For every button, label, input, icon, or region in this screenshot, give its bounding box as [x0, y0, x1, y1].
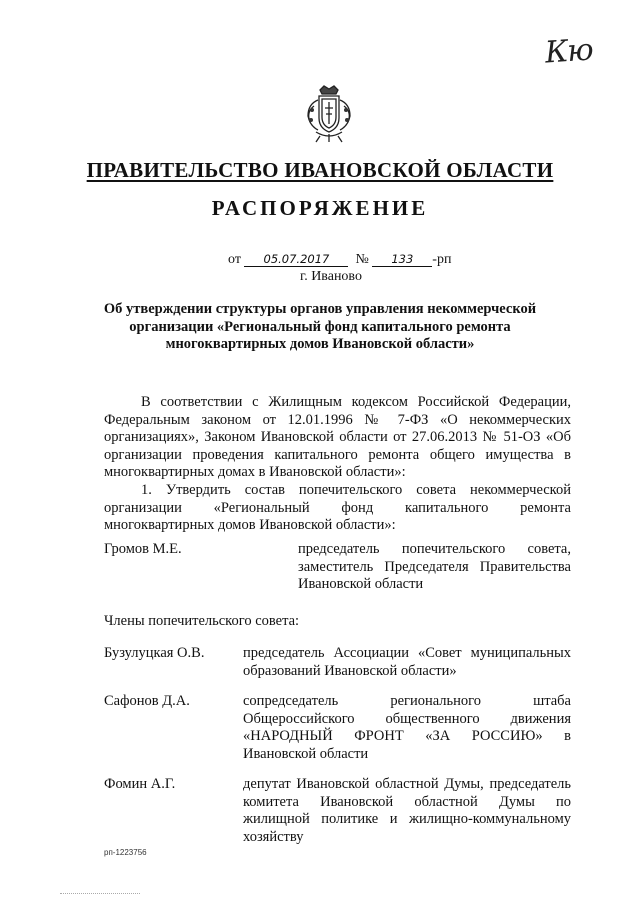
number-sign: № — [355, 252, 369, 267]
date-prefix: от — [228, 252, 241, 267]
coat-of-arms-icon — [302, 84, 356, 144]
chairman-role: председатель попечительского совета, заместитель Председателя Правительства Ивановской области — [298, 541, 571, 593]
members-label: Члены попечительского совета: — [104, 613, 300, 629]
city: г. Иваново — [300, 269, 362, 284]
member-name: Бузулуцкая О.В. — [104, 645, 205, 661]
chairman-name: Громов М.Е. — [104, 541, 182, 557]
government-title: ПРАВИТЕЛЬСТВО ИВАНОВСКОЙ ОБЛАСТИ — [86, 158, 554, 182]
document-heading: Об утверждении структуры органов управления некоммерческой организации «Региональный фонд капитального ремонта многоквартирных домов Ивановской области» — [103, 301, 537, 352]
member-name: Сафонов Д.А. — [104, 693, 190, 709]
member-role: председатель Ассоциации «Совет муниципальных образований Ивановской области» — [243, 645, 571, 679]
document-date: 05.07.2017 — [244, 252, 348, 267]
handwritten-note: Кю — [543, 32, 594, 71]
number-suffix: -рп — [432, 252, 452, 267]
document-type: РАСПОРЯЖЕНИЕ — [211, 196, 429, 220]
member-role: депутат Ивановской областной Думы, председатель комитета Ивановской областной Думы по жилищной политике и жилищно-коммунальному хозяйству — [243, 776, 571, 845]
document-code: рп-1223756 — [104, 848, 147, 857]
divider — [60, 893, 140, 894]
intro-paragraph: В соответствии с Жилищным кодексом Российской Федерации, Федеральным законом от 12.01.1996 № 7-ФЗ «О некоммерческих организациях», Законом Ивановской области от 27.06.2013 № 51-ОЗ «Об организации проведения капитального ремонта общего имущества в многоквартирных домах в Ивановской области»: — [104, 394, 571, 481]
member-name: Фомин А.Г. — [104, 776, 176, 792]
document-number: 133 — [372, 252, 432, 267]
registration-line — [228, 252, 451, 268]
item-1-paragraph: 1. Утвердить состав попечительского совета некоммерческой организации «Региональный фонд капитального ремонта многоквартирных домов Ивановской области»: — [104, 482, 571, 534]
member-role: сопредседатель регионального штаба Общероссийского общественного движения «НАРОДНЫЙ ФРОНТ «ЗА РОССИЮ» в Ивановской области — [243, 693, 571, 762]
